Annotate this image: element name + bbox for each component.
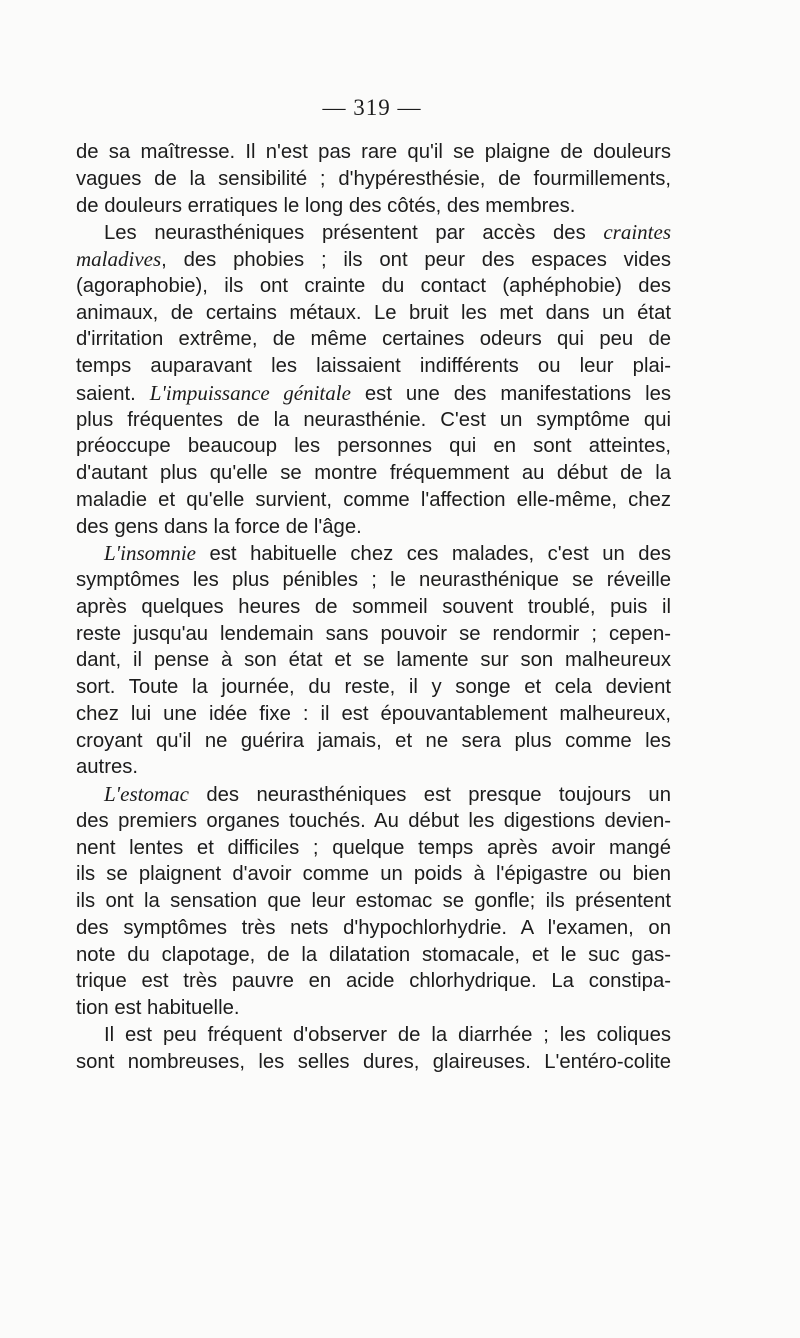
text-segment: (agoraphobie), ils ont crainte du contact (aphéphobie) des [76,274,671,297]
text-line [76,1022,671,1049]
italic-term: maladives [76,247,162,271]
text-segment: plus fréquentes de la neurasthénie. C'est un symptôme qui [76,408,671,431]
text-line [76,487,671,514]
text-segment: sont nombreuses, les selles dures, glaireuses. L'entéro-colite [76,1050,671,1073]
text-segment: d'irritation extrême, de même certaines odeurs qui peu de [76,328,671,351]
text-segment: trique est très pauvre en acide chlorhydrique. La constipa- [76,970,671,993]
text-line [76,861,671,888]
text-segment: est une des manifestations les [350,382,672,405]
text-line [76,781,671,808]
text-line [76,460,671,487]
text-segment: préoccupe beaucoup les personnes qui en sont atteintes, [76,435,671,458]
text-line [76,995,671,1022]
text-line [76,246,671,273]
italic-term: craintes [603,220,671,245]
text-line [76,514,671,541]
text-segment: , des phobies ; ils ont peur des espaces vides [161,249,671,271]
text-segment: tion est habituelle. [76,997,240,1019]
text-segment: vagues de la sensibilité ; d'hypéresthésie, de fourmillements, [76,167,671,190]
text-segment: saient. [76,382,150,405]
text-segment: sort. Toute la journée, du reste, il y songe et cela devient [76,676,671,698]
text-line [76,166,671,193]
text-line [76,540,671,567]
text-segment: reste jusqu'au lendemain sans pouvoir se rendormir ; cepen- [76,622,671,645]
text-segment: d'autant plus qu'elle se montre fréquemment au début de la [76,462,671,484]
text-line [76,407,671,434]
text-segment: symptômes les plus pénibles ; le neurasthénique se réveille [76,569,671,591]
text-segment: après quelques heures de sommeil souvent troublé, puis il [76,595,671,618]
text-line [76,1049,671,1076]
text-segment: animaux, de certains métaux. Le bruit les met dans un état [76,301,671,324]
italic-term: L'estomac [104,782,189,806]
text-segment: chez lui une idée fixe : il est épouvantablement malheureux, [76,702,671,725]
text-line [76,326,671,353]
text-segment: des gens dans la force de l'âge. [76,515,362,538]
text-segment: croyant qu'il ne guérira jamais, et ne sera plus comme les [76,729,671,752]
text-segment: dant, il pense à son état et se lamente sur son malheureux [76,649,671,672]
text-line [76,139,671,166]
text-segment: de sa maîtresse. Il n'est pas rare qu'il se plaigne de douleurs [76,141,671,163]
text-line [76,300,671,327]
text-line [76,353,671,380]
text-segment: nent lentes et difficiles ; quelque temps après avoir mangé [76,836,671,859]
text-line [76,433,671,460]
text-segment: des neurasthéniques est presque toujours un [188,784,671,806]
text-line [76,942,671,969]
text-segment: temps auparavant les laissaient indifférents ou leur plai- [76,355,671,377]
text-line [76,594,671,621]
text-line [76,728,671,755]
text-segment: autres. [76,756,139,779]
text-segment: des premiers organes touchés. Au début les digestions devien- [76,809,671,832]
text-segment: Il est peu fréquent d'observer de la diarrhée ; les coliques [104,1023,671,1046]
italic-term: L'impuissance génitale [149,380,351,405]
text-segment: note du clapotage, de la dilatation stomacale, et le suc gas- [76,943,671,966]
text-line [76,701,671,728]
text-line [76,674,671,701]
text-segment: est habituelle chez ces malades, c'est un des [196,543,671,566]
text-segment: des symptômes très nets d'hypochlorhydrie. A l'examen, on [76,916,671,939]
body-text [76,139,671,1075]
text-line [76,273,671,300]
page-number: — 319 — [322,95,422,120]
text-line [76,808,671,835]
text-segment: ils se plaignent d'avoir comme un poids à l'épigastre ou bien [76,863,671,886]
text-line [76,193,671,220]
text-line [76,835,671,862]
text-segment: maladie et qu'elle survient, comme l'affection elle-même, chez [76,488,671,511]
text-line [76,380,671,407]
text-segment: Les neurasthéniques présentent par accès des [104,222,604,245]
text-line [76,219,671,246]
text-line [76,754,671,781]
text-line [76,888,671,915]
text-line [76,567,671,594]
text-line [76,968,671,995]
text-line [76,621,671,648]
italic-term: L'insomnie [104,541,196,566]
text-line [76,647,671,674]
text-segment: ils ont la sensation que leur estomac se gonfle; ils présentent [76,890,671,912]
text-line [76,915,671,942]
text-segment: de douleurs erratiques le long des côtés, des membres. [76,194,576,217]
